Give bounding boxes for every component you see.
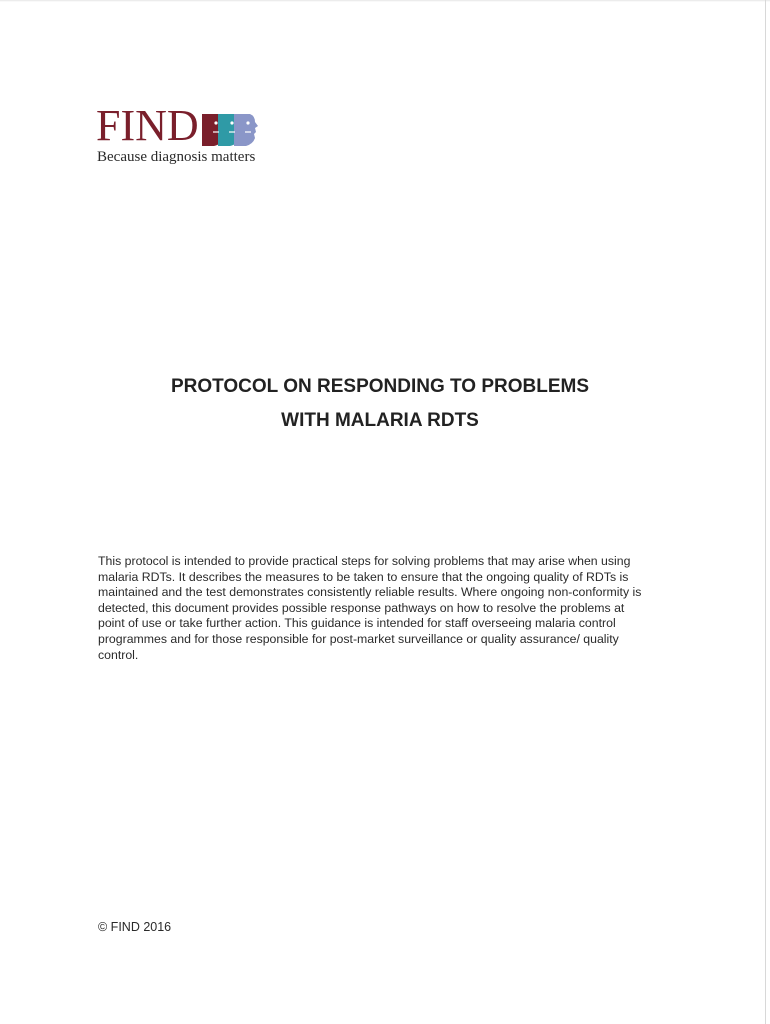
title-line-1: PROTOCOL ON RESPONDING TO PROBLEMS [170, 376, 590, 397]
document-title [0, 370, 760, 438]
logo-tagline: Because diagnosis matters [97, 149, 256, 165]
faces-logo-icon [200, 112, 260, 148]
title-line-2: WITH MALARIA RDTS [281, 410, 479, 431]
scan-top-edge [0, 0, 770, 2]
scan-right-edge [765, 0, 766, 1024]
find-logo [96, 101, 266, 166]
logo-wordmark: FIND [96, 101, 199, 150]
intro-paragraph: This protocol is intended to provide practical steps for solving problems that may arise when using malaria RDTs. It describes the measures to be taken to ensure that the ongoing quality of RDTs is maintained and the test demonstrates consistently reliable results. Where ongoing non-conformity is detected, this document provides possible response pathways on how to resolve the problems at point of use or take further action. This guidance is intended for staff overseeing malaria control programmes and for those responsible for post-market surveillance or quality assurance/ quality control. [98, 554, 642, 662]
copyright-notice: © FIND 2016 [98, 920, 172, 934]
